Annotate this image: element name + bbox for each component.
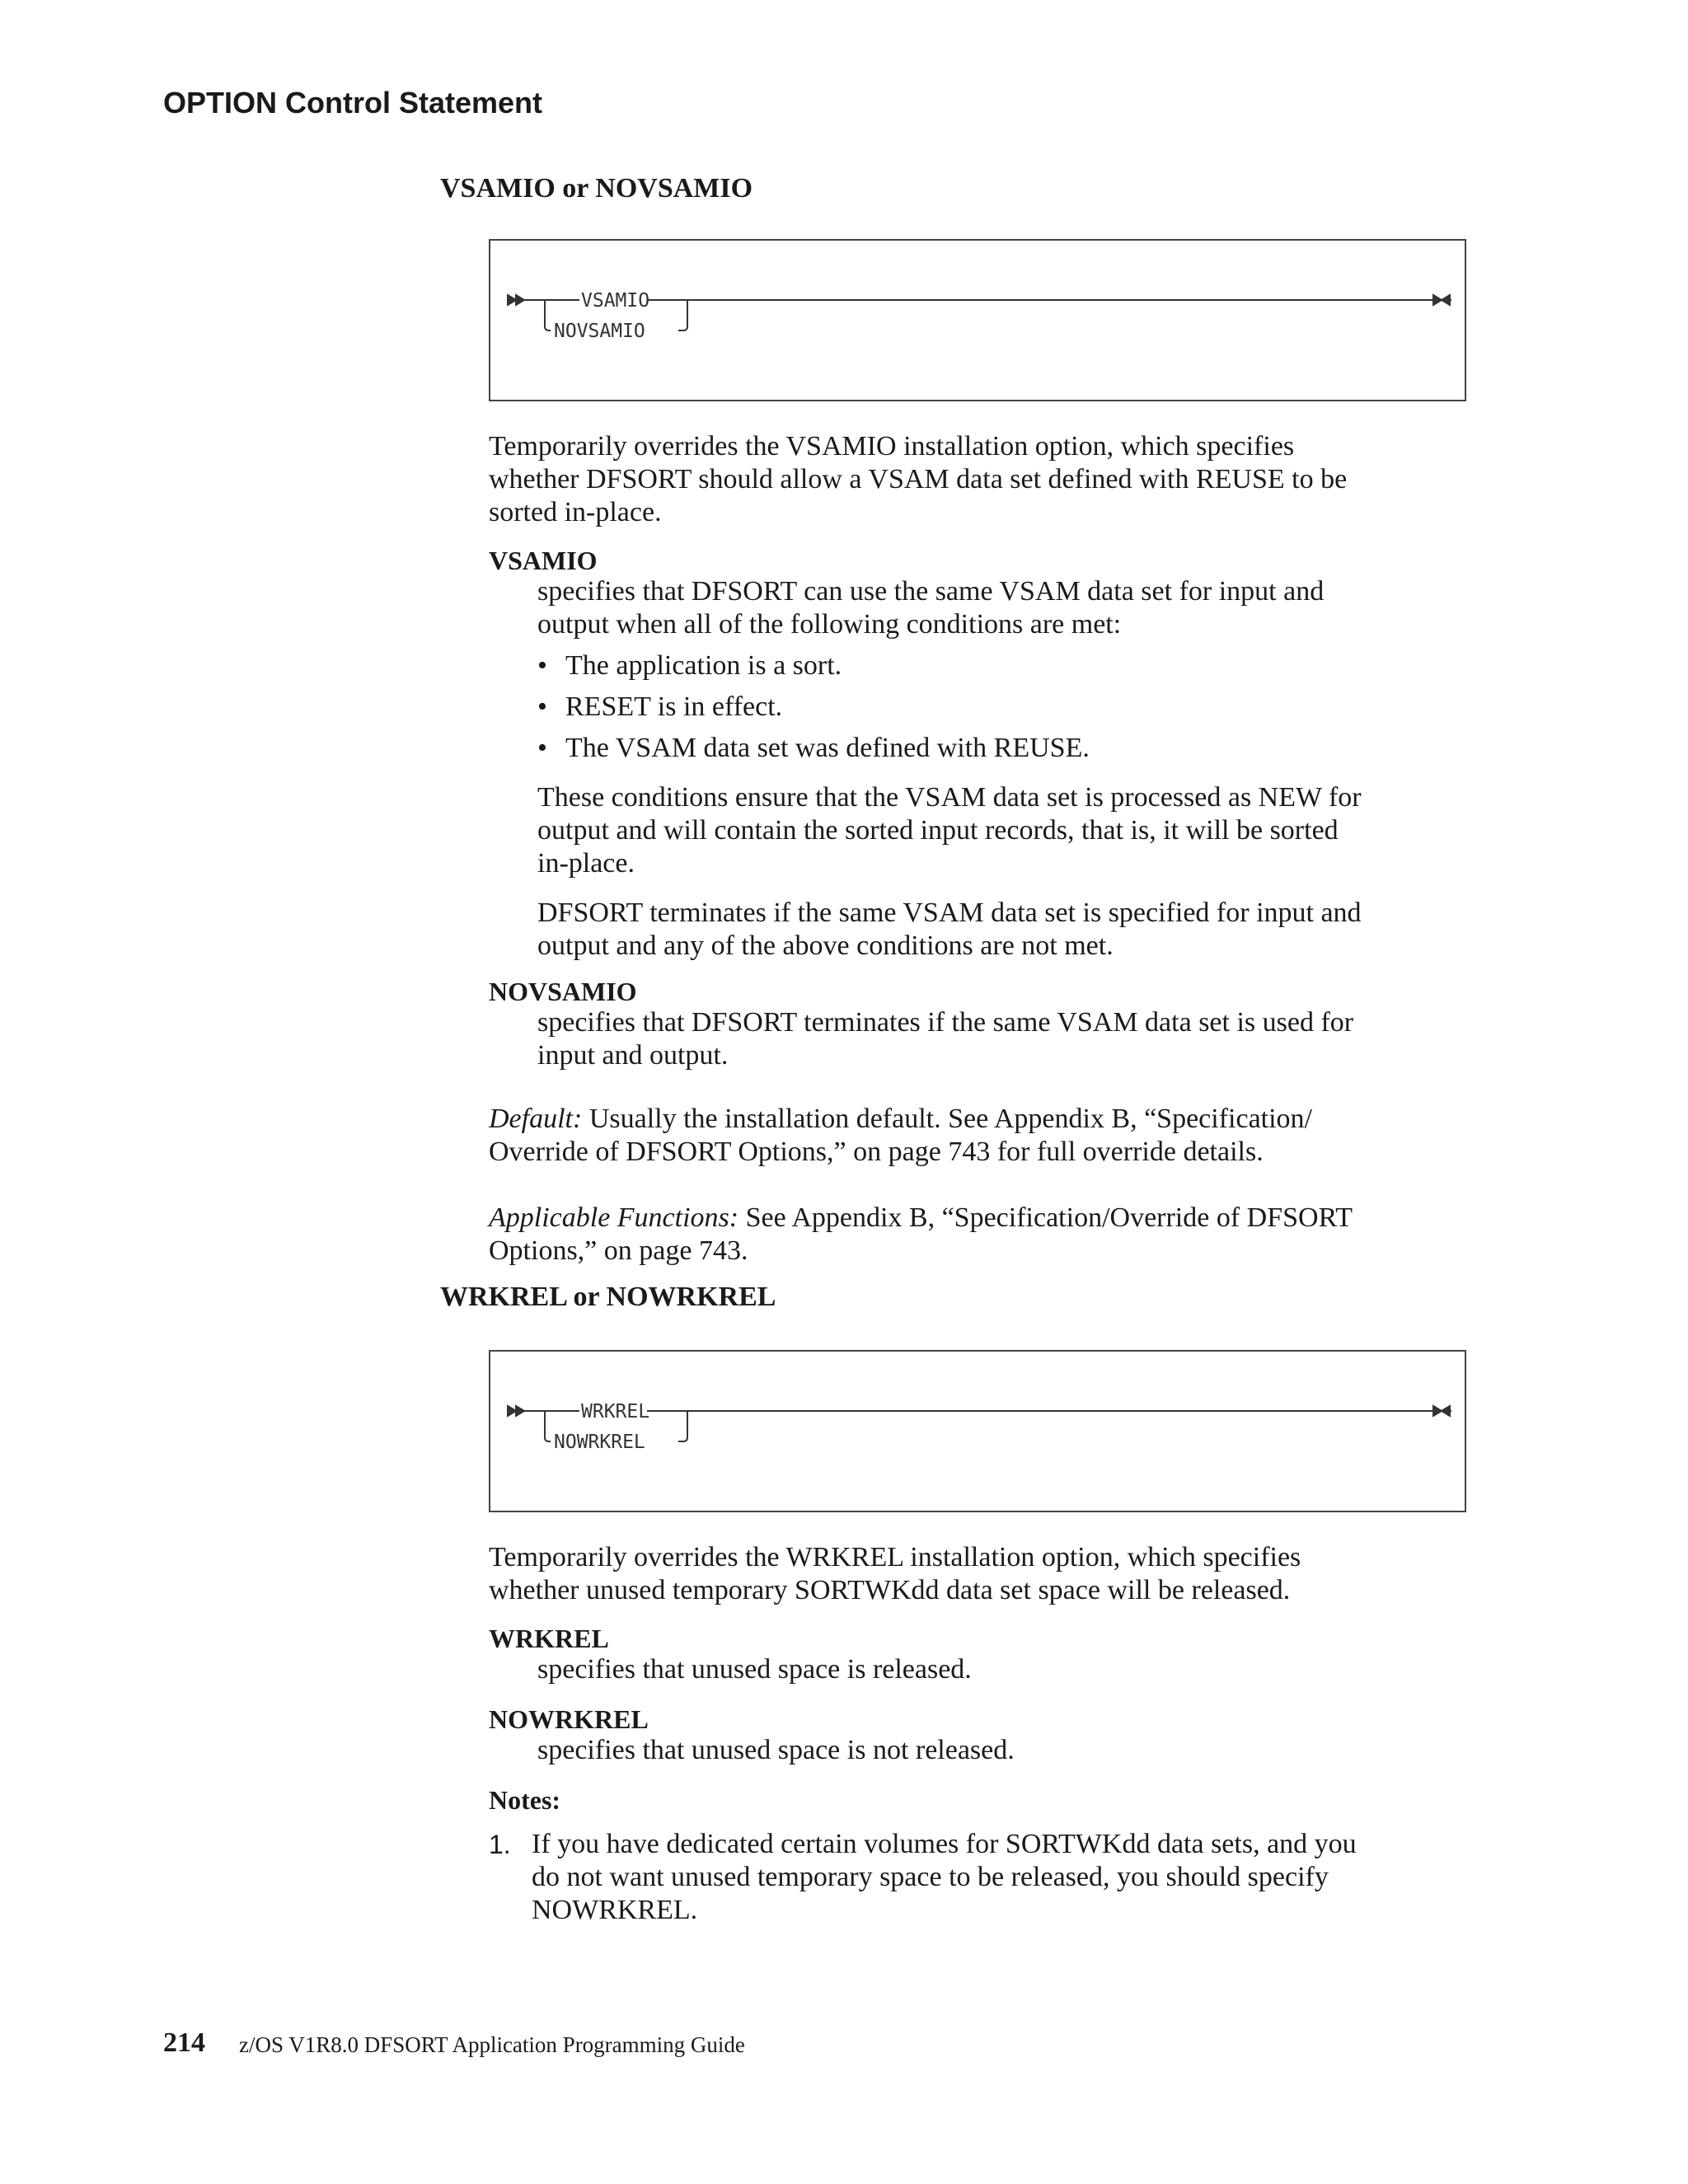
applicable-functions-label: Applicable Functions: [489, 1202, 739, 1233]
term-novsamio-description [537, 1006, 1477, 1072]
text-line: output and will contain the sorted input records, that is, it will be sorted [537, 815, 1339, 846]
bullet-icon: • [537, 733, 547, 763]
term-nowrkrel-description: specifies that unused space is not released. [537, 1735, 1015, 1765]
syntax-diagram-wrkrel [489, 1350, 1466, 1512]
diagram-start-arrow [508, 295, 516, 305]
text-line: sorted in-place. [489, 497, 662, 527]
vsamio-conditions-paragraph [537, 781, 1477, 880]
list-item-text: The application is a sort. [565, 650, 842, 681]
syntax-diagram-vsamio [489, 239, 1466, 401]
bullet-icon: • [537, 691, 547, 722]
text-line: If you have dedicated certain volumes for SORTWKdd data sets, and you [532, 1829, 1357, 1859]
text-line: do not want unused temporary space to be released, you should specify [532, 1862, 1329, 1892]
text-line: specifies that DFSORT terminates if the same VSAM data set is used for [537, 1007, 1354, 1038]
list-item [537, 691, 782, 724]
diagram-start-arrow [516, 295, 524, 305]
list-item-text: RESET is in effect. [565, 691, 783, 722]
text-line: whether unused temporary SORTWKdd data set space will be released. [489, 1575, 1291, 1605]
text-line: Temporarily overrides the WRKREL installation option, which specifies [489, 1542, 1301, 1572]
wrkrel-intro [489, 1541, 1478, 1607]
text-line: specifies that DFSORT can use the same VSAM data set for input and [537, 576, 1325, 607]
footer-title: z/OS V1R8.0 DFSORT Application Programming Guide [239, 2032, 745, 2057]
text-line: output and any of the above conditions are not met. [537, 930, 1114, 961]
section-heading-vsamio: VSAMIO or NOVSAMIO [440, 173, 753, 204]
diagram-option-wrkrel: WRKREL [581, 1401, 650, 1422]
text-line: Override of DFSORT Options,” on page 743 for full override details. [489, 1137, 1264, 1167]
note-number: 1. [489, 1830, 511, 1859]
text-line: whether DFSORT should allow a VSAM data set defined with REUSE to be [489, 464, 1348, 494]
term-novsamio: NOVSAMIO [489, 977, 637, 1006]
list-item [537, 732, 1090, 765]
text-line: These conditions ensure that the VSAM data set is processed as NEW for [537, 782, 1362, 813]
diagram-start-arrow [516, 1406, 524, 1416]
bullet-icon: • [537, 650, 547, 681]
vsamio-terminate-paragraph [537, 897, 1477, 963]
text-line: output when all of the following conditions are met: [537, 609, 1122, 640]
notes-heading: Notes: [489, 1785, 561, 1815]
term-vsamio-description [537, 575, 1477, 641]
vsamio-default [489, 1103, 1478, 1169]
list-item-text: The VSAM data set was defined with REUSE. [565, 733, 1090, 763]
footer-page-number: 214 [163, 2027, 205, 2058]
text-line: See Appendix B, “Specification/Override of DFSORT [738, 1202, 1353, 1233]
list-item [537, 649, 842, 682]
diagram-option-novsamio: NOVSAMIO [554, 321, 645, 342]
diagram-start-arrow [508, 1406, 516, 1416]
note-item [489, 1828, 1478, 1925]
diagram-end-arrow [1442, 1406, 1450, 1416]
default-label: Default: [489, 1104, 583, 1134]
vsamio-applicable-functions [489, 1202, 1478, 1268]
text-line: input and output. [537, 1040, 729, 1071]
text-line: Options,” on page 743. [489, 1235, 748, 1266]
text-line: DFSORT terminates if the same VSAM data set is specified for input and [537, 898, 1362, 928]
note-text [532, 1828, 1478, 1927]
vsamio-intro [489, 430, 1478, 529]
diagram-end-arrow [1442, 295, 1450, 305]
term-wrkrel: WRKREL [489, 1624, 609, 1653]
text-line: NOWRKREL. [532, 1895, 698, 1925]
term-vsamio: VSAMIO [489, 546, 598, 575]
section-heading-wrkrel: WRKREL or NOWRKREL [440, 1282, 776, 1312]
diagram-option-vsamio: VSAMIO [581, 290, 650, 312]
running-head: OPTION Control Statement [163, 86, 543, 120]
text-line: Usually the installation default. See Appendix B, “Specification/ [582, 1104, 1313, 1134]
term-wrkrel-description: specifies that unused space is released. [537, 1654, 972, 1685]
text-line: Temporarily overrides the VSAMIO installation option, which specifies [489, 431, 1295, 462]
diagram-option-nowrkrel: NOWRKREL [554, 1432, 645, 1453]
text-line: in-place. [537, 848, 635, 879]
term-nowrkrel: NOWRKREL [489, 1704, 649, 1734]
